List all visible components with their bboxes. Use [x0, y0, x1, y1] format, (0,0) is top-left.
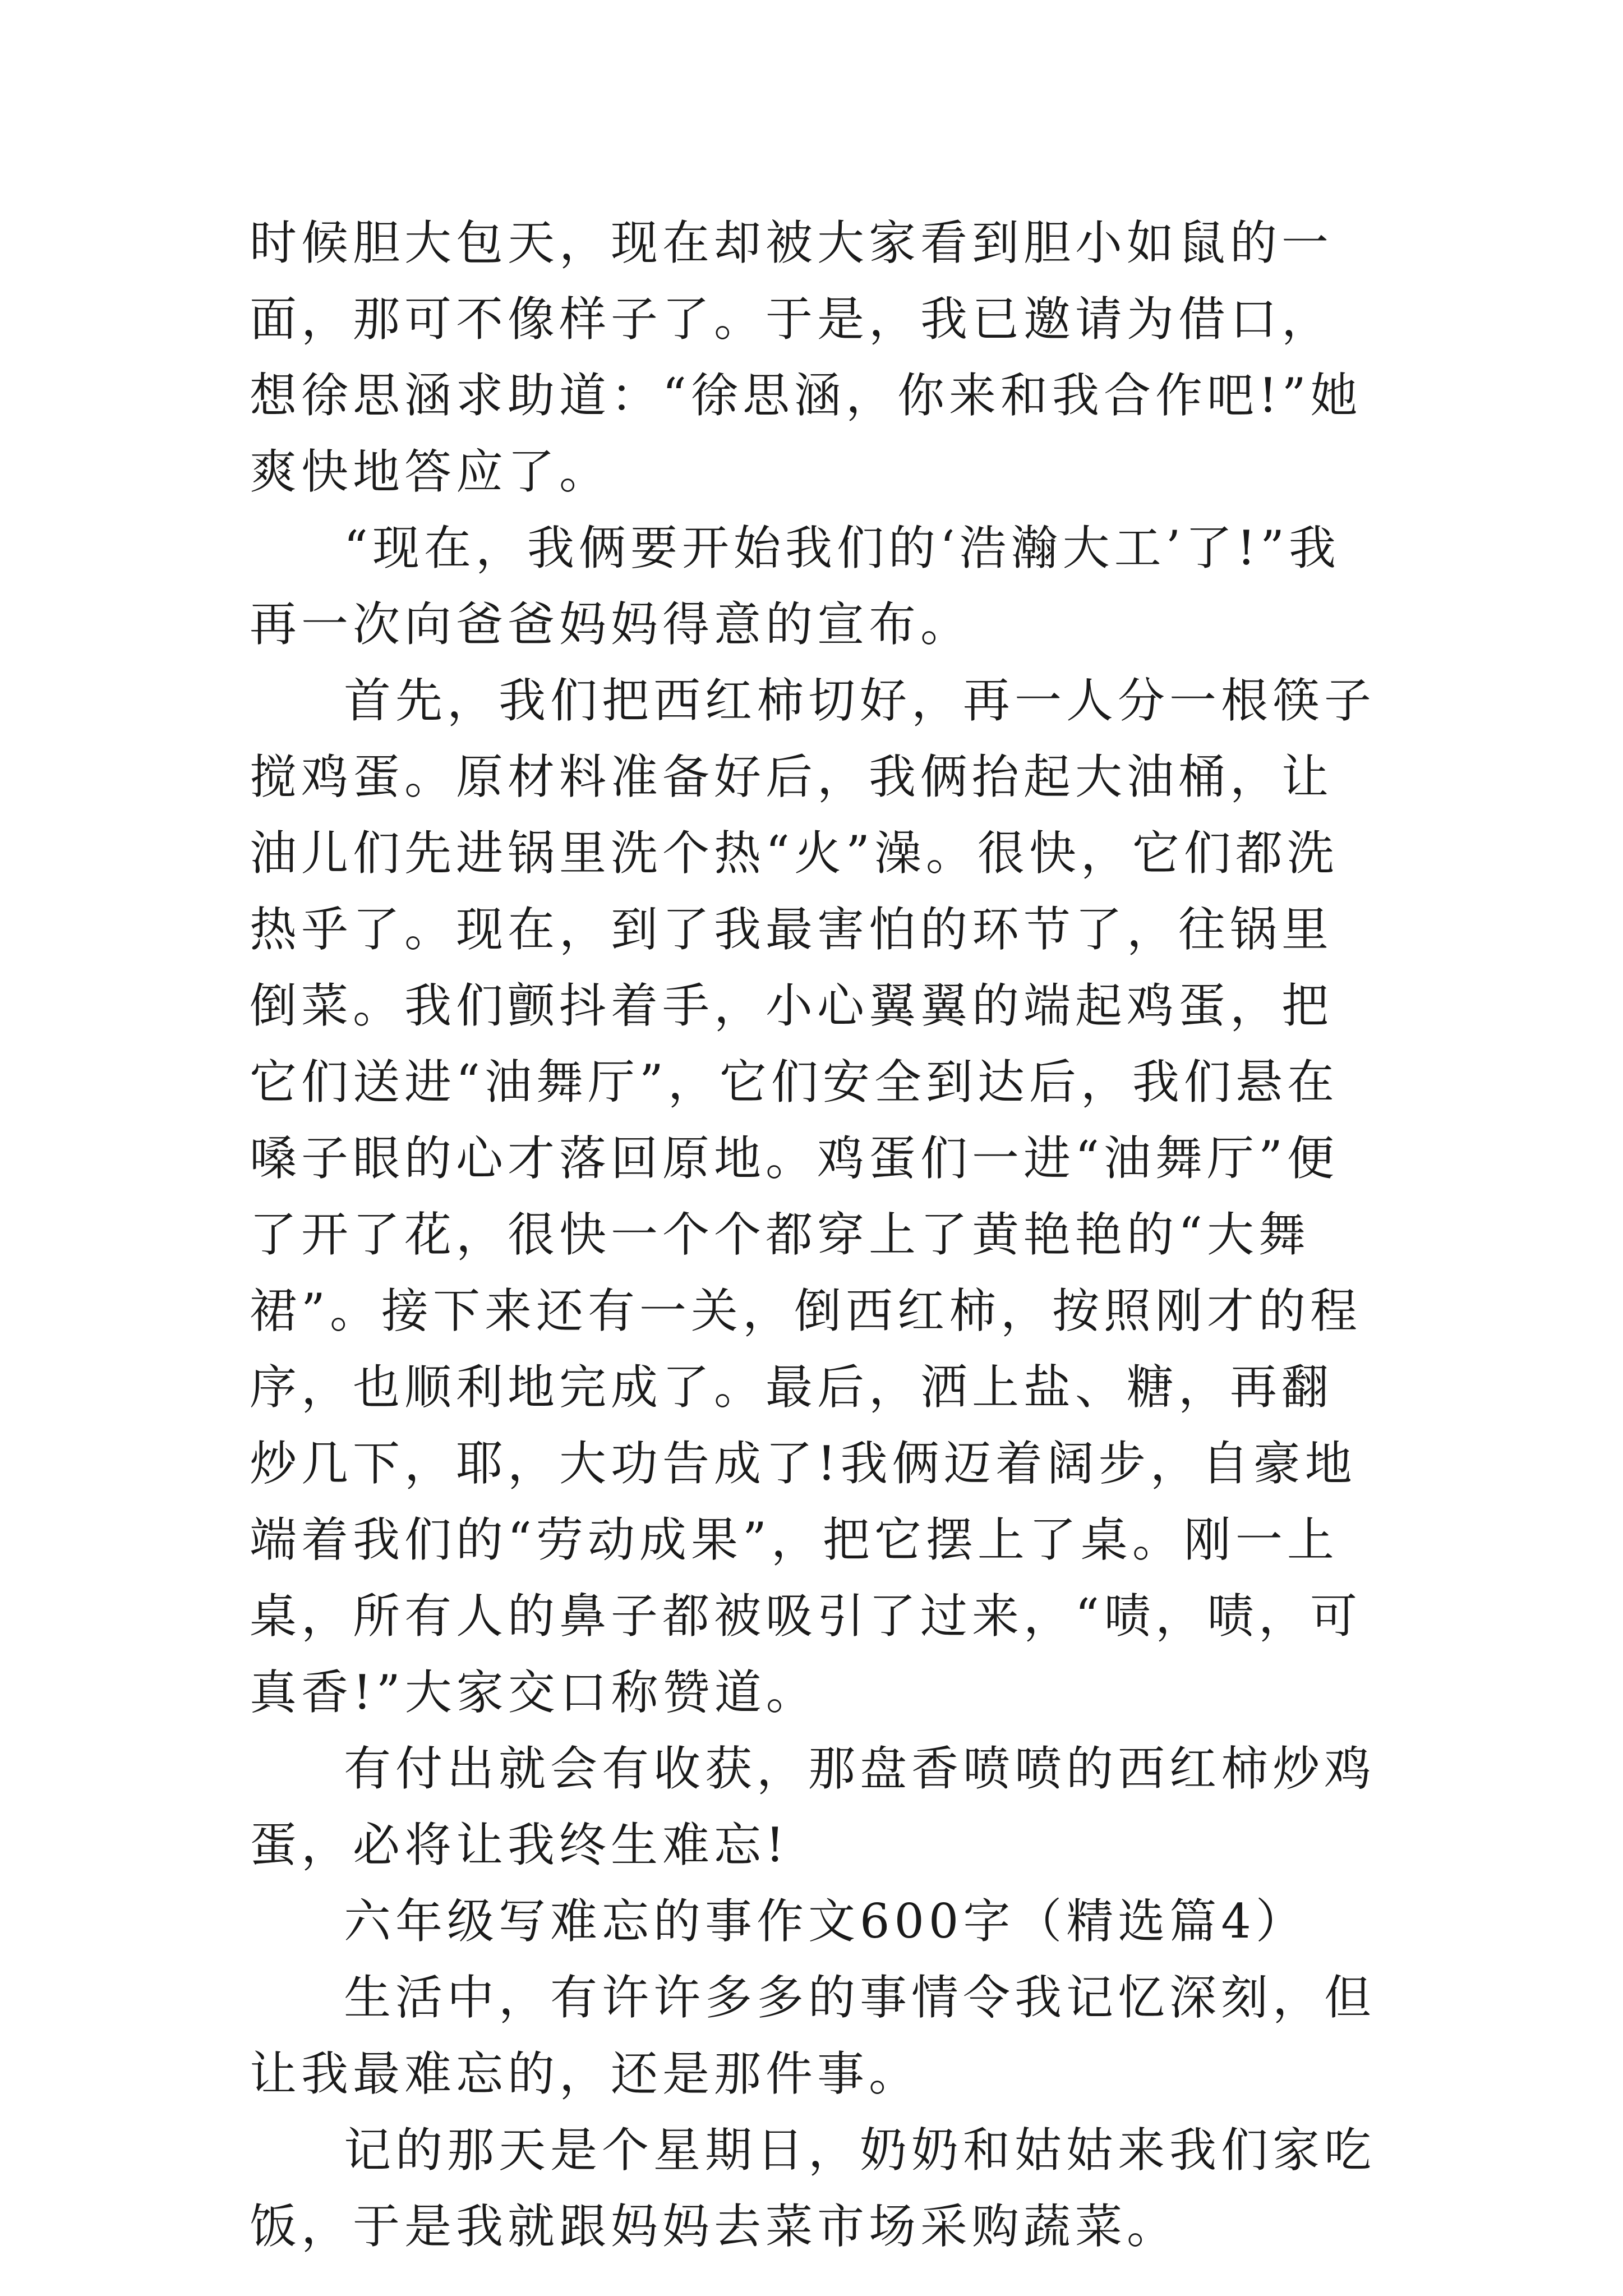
paragraph-2: “现在，我俩要开始我们的‘浩瀚大工’了!”我再一次向爸爸妈妈得意的宣布。	[250, 521, 1341, 652]
document-body	[250, 205, 1382, 2265]
paragraph-3: 首先，我们把西红柿切好，再一人分一根筷子搅鸡蛋。原材料准备好后，我俩抬起大油桶，让油儿们先进锅里洗个热“火”澡。很快，它们都洗热乎了。现在，到了我最害怕的环节了，往锅里倒菜。我们颤抖着手，小心翼翼的端起鸡蛋，把它们送进“油舞厅”，它们安全到达后，我们悬在嗓子眼的心才落回原地。鸡蛋们一进“油舞厅”便了开了花，很快一个个都穿上了黄艳艳的“大舞裙”。接下来还有一关，倒西红柿，按照刚才的程序，也顺利地完成了。最后，洒上盐、糖，再翻炒几下，耶，大功告成了!我俩迈着阔步，自豪地端着我们的“劳动成果”，把它摆上了桌。刚一上桌，所有人的鼻子都被吸引了过来，“啧，啧，可真香!”大家交口称赞道。	[250, 673, 1376, 1720]
paragraph-1: 时候胆大包天，现在却被大家看到胆小如鼠的一面，那可不像样子了。于是，我已邀请为借口，想徐思涵求助道：“徐思涵，你来和我合作吧!”她爽快地答应了。	[250, 215, 1362, 499]
paragraph-6: 记的那天是个星期日，奶奶和姑姑来我们家吃饭，于是我就跟妈妈去菜市场采购蔬菜。	[250, 2123, 1376, 2254]
paragraph-5: 生活中，有许许多多的事情令我记忆深刻，但让我最难忘的，还是那件事。	[250, 1970, 1376, 2101]
essay-heading: 六年级写难忘的事作文600字（精选篇4）	[344, 1894, 1307, 1949]
paragraph-4: 有付出就会有收获，那盘香喷喷的西红柿炒鸡蛋，必将让我终生难忘!	[250, 1741, 1376, 1872]
